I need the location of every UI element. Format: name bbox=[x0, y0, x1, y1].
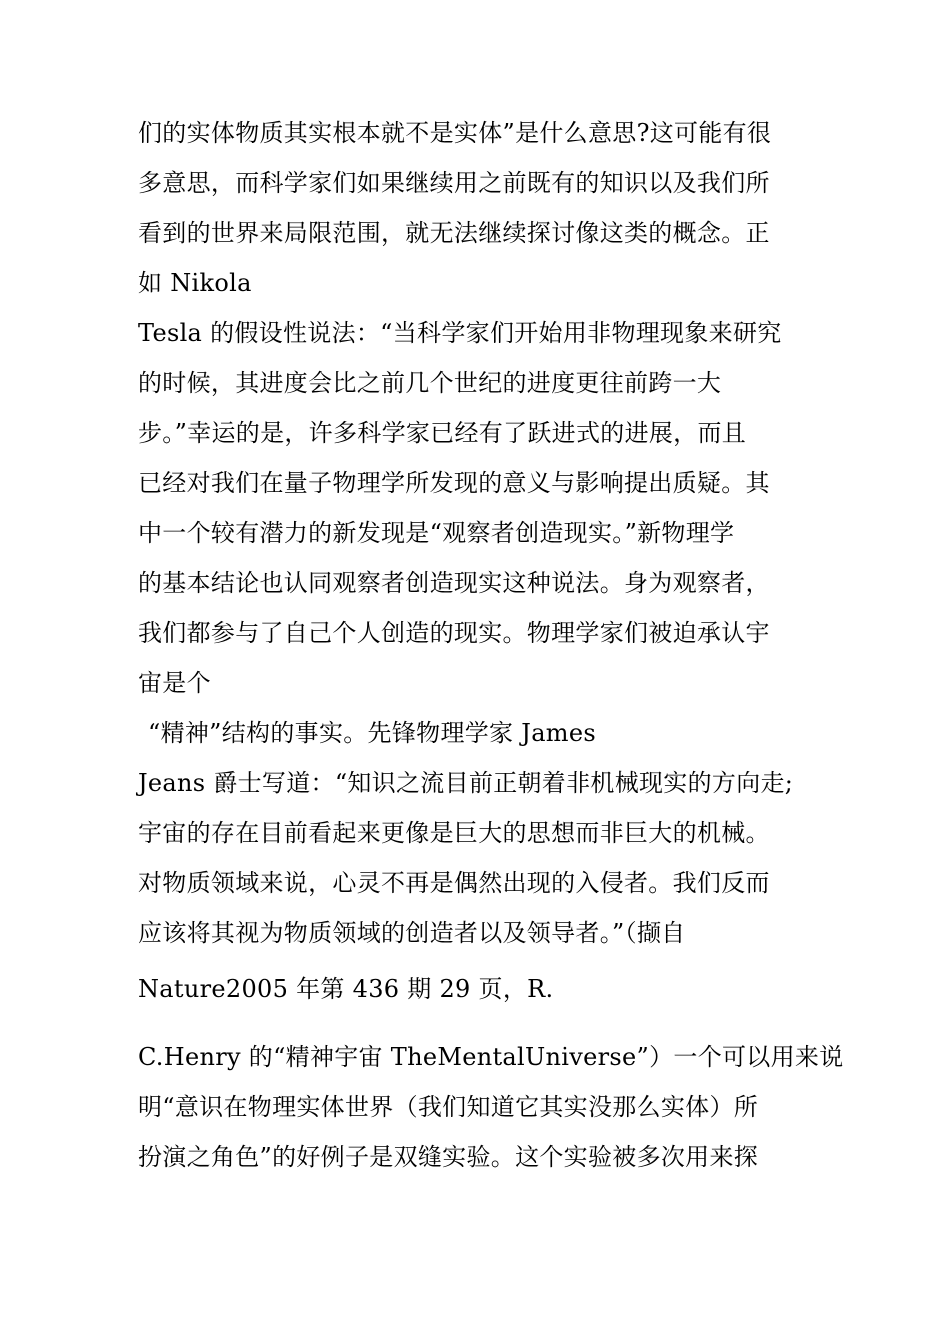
text-line: 宇宙的存在目前看起来更像是巨大的思想而非巨大的机械。 bbox=[138, 819, 770, 847]
text-line: 明“意识在物理实体世界（我们知道它其实没那么实体）所 bbox=[138, 1093, 759, 1121]
text-line: 已经对我们在量子物理学所发现的意义与影响提出质疑。其 bbox=[138, 469, 770, 497]
text-line: 的时候，其进度会比之前几个世纪的进度更往前跨一大 bbox=[138, 369, 722, 397]
text-line: 看到的世界来局限范围，就无法继续探讨像这类的概念。正 bbox=[138, 219, 770, 247]
text-line: 应该将其视为物质领域的创造者以及领导者。”（撷自 bbox=[138, 919, 686, 947]
text-line: 步。”幸运的是，许多科学家已经有了跃进式的进展，而且 bbox=[138, 419, 747, 447]
text-line: 扮演之角色”的好例子是双缝实验。这个实验被多次用来探 bbox=[138, 1143, 759, 1171]
text-line: C.Henry 的“精神宇宙 TheMentalUniverse”）一个可以用来说 bbox=[138, 1043, 844, 1071]
text-line: 我们都参与了自己个人创造的现实。物理学家们被迫承认宇 bbox=[138, 619, 770, 647]
text-line: Nature2005 年第 436 期 29 页，R. bbox=[138, 975, 554, 1003]
text-line: 多意思，而科学家们如果继续用之前既有的知识以及我们所 bbox=[138, 169, 770, 197]
text-line: 们的实体物质其实根本就不是实体”是什么意思?这可能有很 bbox=[138, 119, 772, 147]
text-line: 的基本结论也认同观察者创造现实这种说法。身为观察者， bbox=[138, 569, 770, 597]
text-line: 对物质领域来说，心灵不再是偶然出现的入侵者。我们反而 bbox=[138, 869, 770, 897]
text-line: “精神”结构的事实。先锋物理学家 James bbox=[148, 719, 596, 747]
text-line: 中一个较有潜力的新发现是“观察者创造现实。”新物理学 bbox=[138, 519, 735, 547]
text-line: Tesla 的假设性说法：“当科学家们开始用非物理现象来研究 bbox=[138, 319, 782, 347]
text-line: 如 Nikola bbox=[138, 269, 252, 297]
text-line: Jeans 爵士写道：“知识之流目前正朝着非机械现实的方向走; bbox=[138, 769, 794, 797]
text-line: 宙是个 bbox=[138, 669, 211, 697]
